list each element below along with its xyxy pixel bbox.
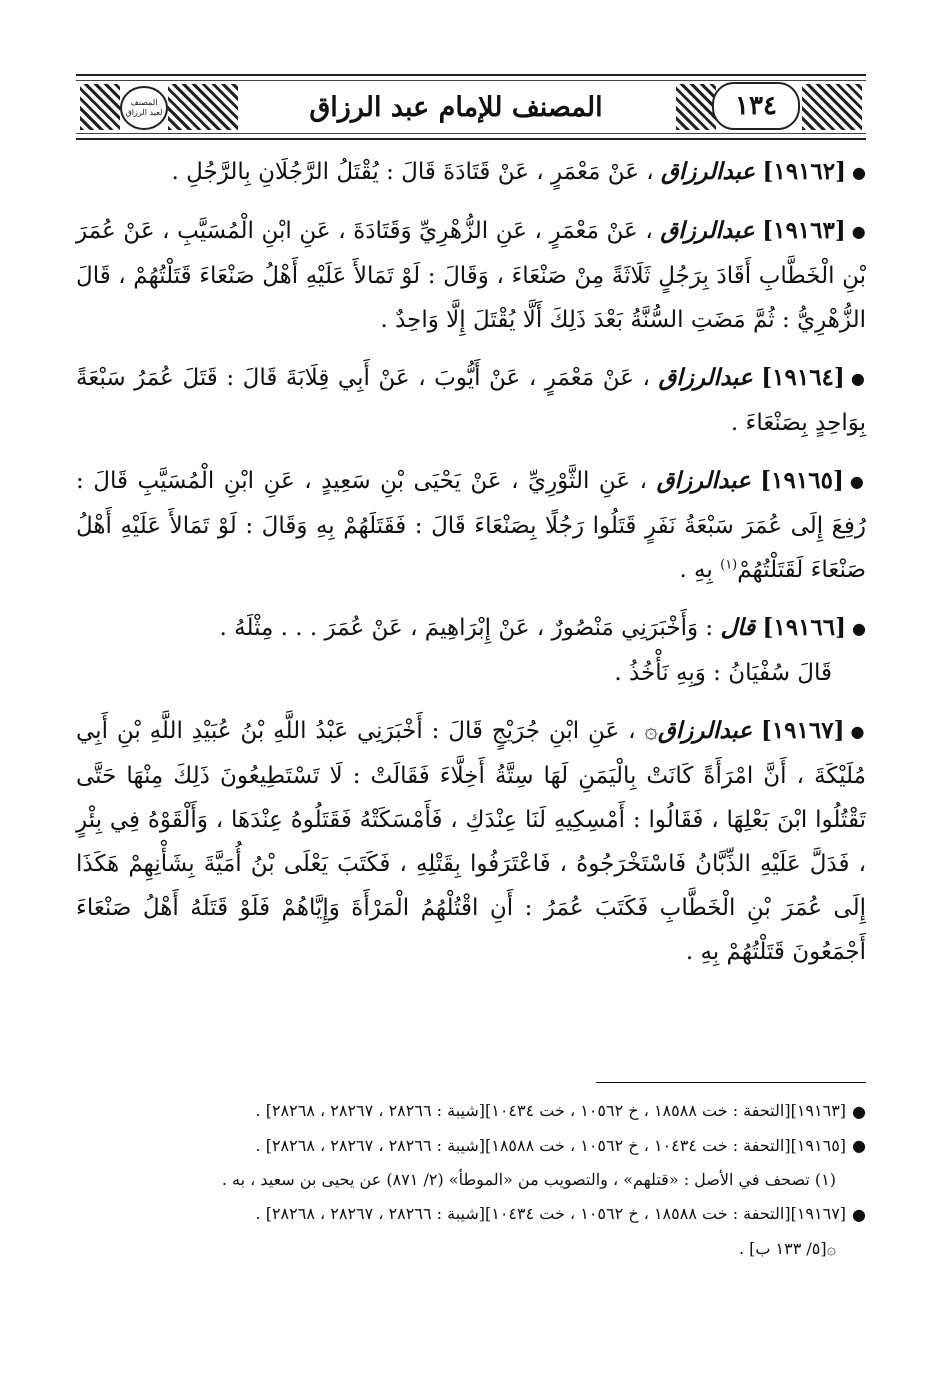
hadith-text: : وَأَخْبَرَنِي مَنْصُورٌ ، عَنْ إِبْرَاهِيمَ ، عَنْ عُمَرَ . . . مِثْلَهُ . (219, 615, 714, 641)
note-text: [١٩١٦٥][التحفة : خت ١٠٤٣٤ ، خ ١٠٥٦٢ ، خت ١٨٥٨٨][شيبة : ٢٨٢٦٦ ، ٢٨٢٦٧ ، ٢٨٢٦٨] . (255, 1135, 847, 1155)
hadith-number: [١٩١٦٣] (762, 217, 846, 244)
note-text: [١٩١٦٣][التحفة : خت ١٨٥٨٨ ، خ ١٠٥٦٢ ، خت ١٠٤٣٤][شيبة : ٢٨٢٦٦ ، ٢٨٢٦٧ ، ٢٨٢٦٨] . (255, 1101, 847, 1120)
note-19163 (76, 1094, 866, 1129)
manuscript-reference: ۞[٥/ ١٣٣ ب] . (738, 1238, 836, 1258)
hadith-19167 (76, 709, 866, 974)
hadith-19164 (76, 356, 866, 445)
hadith-19166 (76, 606, 866, 651)
page-number-frame (712, 82, 800, 130)
hadith-text: ، عَنِ ابْنِ جُرَيْجٍ قَالَ : أَخْبَرَنِي عَبْدُ اللَّهِ بْنُ عُبَيْدِ اللَّهِ بْنِ أَبِي مُلَيْكَةَ ، أَنَّ امْرَأَةً كَانَتْ بِالْيَمَنِ لَهَا سِتَّةُ أَخِلَّاءَ فَقَالَتْ : لَا تَسْتَطِيعُونَ ذَلِكَ مِنْهَا حَتَّى تَقْتُلُوا ابْنَ بَعْلِهَا ، فَقَالُوا : أَمْسِكِيهِ لَنَا عِنْدَكِ ، فَأَمْسَكَتْهُ فَقَتَلُوهُ عِنْدَهَا ، وَأَلْقَوْهُ فِي بِئْرٍ ، فَدَلَّ عَلَيْهِ الذِّبَّانُ فَاسْتَخْرَجُوهُ ، فَاعْتَرَفُوا بِقَتْلِهِ ، فَكَتَبَ يَعْلَى بْنُ أُمَيَّةَ بِشَأْنِهِمْ هَكَذَا إِلَى عُمَرَ بْنِ الْخَطَّابِ فَكَتَبَ عُمَرُ : أَنِ اقْتُلْهُمُ الْمَرْأَةَ وَإِيَّاهُمْ فَلَوْ قَتَلَهُ أَهْلُ صَنْعَاءَ أَجْمَعُونَ قَتَلْتُهُمْ بِهِ . (76, 718, 866, 965)
logo-line-1: المصنف (130, 98, 158, 107)
hadith-text: ، عَنْ مَعْمَرٍ ، عَنْ أَيُّوبَ ، عَنْ أَبِي قِلَابَةَ قَالَ : قَتَلَ عُمَرُ سَبْعَةً بِوَاحِدٍ بِصَنْعَاءَ . (76, 365, 866, 436)
hadith-text: ، عَنْ مَعْمَرٍ ، عَنِ الزُّهْرِيِّ وَقَتَادَةَ ، عَنِ ابْنِ الْمُسَيَّبِ ، عَنْ عُمَرَ بْنِ الْخَطَّابِ أَقَادَ بِرَجُلٍ ثَلَاثَةً مِنْ صَنْعَاءَ ، وَقَالَ : لَوْ تَمَالأَ عَلَيْهِ أَهْلُ صَنْعَاءَ قَتَلْتُهُمْ ، قَالَ الزُّهْرِيُّ : ثُمَّ مَضَتِ السُّنَّةُ بَعْدَ ذَلِكَ أَلَّا يُقْتَلَ إِلَّا وَاحِدٌ . (76, 218, 866, 333)
bullet-icon: ● (852, 619, 866, 638)
hadith-source: عبدالرزاق (657, 717, 753, 744)
running-title: المصنف للإمام عبد الرزاق (309, 91, 603, 123)
book-logo (120, 86, 168, 130)
hadith-number: [١٩١٦٥] (760, 467, 844, 494)
bullet-icon: ● (852, 1101, 866, 1121)
hadith-source: عبدالرزاق (660, 217, 755, 244)
footnote-separator (596, 1082, 866, 1083)
hadith-text-end: بِهِ . (679, 557, 713, 583)
note-19165 (76, 1129, 866, 1164)
hadith-number: [١٩١٦٢] (762, 158, 847, 185)
hadith-19165 (76, 459, 866, 592)
ornament-left-outer (80, 84, 120, 130)
page-number: ١٣٤ (735, 91, 777, 121)
bullet-icon: ● (850, 369, 867, 388)
bullet-icon: ● (852, 163, 866, 182)
main-text (76, 150, 866, 988)
note-19167 (76, 1197, 866, 1232)
manuscript-page-mark: ۞ (644, 718, 658, 744)
bullet-icon: ● (849, 472, 867, 491)
hadith-text: ، عَنْ مَعْمَرٍ ، عَنْ قَتَادَةَ قَالَ : يُقْتَلُ الرَّجُلَانِ بِالرَّجُلِ . (171, 159, 654, 185)
hadith-source: عبدالرزاق (656, 467, 751, 494)
hadith-19162 (76, 150, 866, 195)
note-text: [١٩١٦٧][التحفة : خت ١٨٥٨٨ ، خ ١٠٥٦٢ ، خت ١٠٤٣٤][شيبة : ٢٨٢٦٦ ، ٢٨٢٦٧ ، ٢٨٢٦٨] . (255, 1204, 847, 1223)
hadith-number: [١٩١٦٦] (762, 614, 847, 641)
ornament-right-outer (802, 84, 862, 130)
ornament-right-inner (676, 84, 716, 130)
bullet-icon: ● (852, 1204, 866, 1224)
hadith-number: [١٩١٦٤] (761, 364, 845, 391)
hadith-source: عبدالرزاق (660, 158, 756, 185)
footnotes (76, 1094, 866, 1266)
hadith-source: عبدالرزاق (658, 364, 753, 391)
hadith-source: قال (720, 614, 756, 641)
bullet-icon: ● (851, 222, 867, 241)
page-header (76, 74, 866, 140)
hadith-number: [١٩١٦٧] (760, 717, 845, 744)
bullet-icon: ● (850, 722, 867, 741)
ornament-left-inner (168, 84, 238, 130)
hadith-text: ، عَنِ الثَّوْرِيِّ ، عَنْ يَحْيَى بْنِ سَعِيدٍ ، عَنِ ابْنِ الْمُسَيَّبِ قَالَ : رُفِعَ إِلَى عُمَرَ سَبْعَةُ نَفَرٍ قَتَلُوا رَجُلًا بِصَنْعَاءَ قَالَ : فَقَتَلَهُمْ بِهِ وَقَالَ : لَوْ تَمَالأَ عَلَيْهِ أَهْلُ صَنْعَاءَ لَقَتَلْتُهُمْ (76, 468, 866, 583)
logo-line-2: لعبد الرزاق (125, 108, 163, 117)
hadith-19163 (76, 209, 866, 342)
footnote-marker[interactable]: (١) (720, 557, 738, 573)
bullet-icon: ● (852, 1136, 866, 1155)
footnote-1: (١) تصحف في الأصل : «قتلهم» ، والتصويب من «الموطأ» (٢/ ٨٧١) عن يحيى بن سعيد ، به . (221, 1170, 836, 1189)
hadith-19166-comment: قَالَ سُفْيَانُ : وَبِهِ نَأْخُذُ . (614, 660, 832, 686)
